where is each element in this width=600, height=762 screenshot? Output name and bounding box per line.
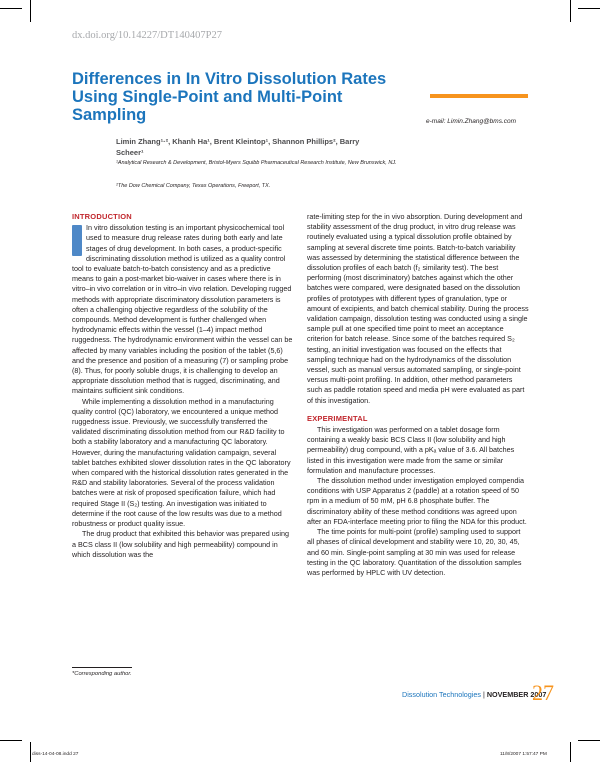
affiliation-1: ¹Analytical Research & Development, Bristol-Myers Squibb Pharmaceutical Research Institute, New Brunswick, NJ. — [116, 160, 397, 166]
accent-bar — [430, 94, 528, 98]
right-column — [307, 212, 529, 578]
crop-mark — [0, 8, 22, 9]
experimental-heading: EXPERIMENTAL — [307, 413, 368, 423]
crop-mark — [578, 8, 600, 9]
doi[interactable]: dx.doi.org/10.14227/DT140407P27 — [72, 30, 223, 41]
journal-name: Dissolution Technologies — [402, 690, 481, 699]
crop-mark — [578, 740, 600, 741]
experimental-paragraph: The time points for multi-point (profile) sampling used to support all phases of clinical development and stability were 10, 20, 30, 45, and 60 min. Single-point sampling at 30 min was used for release testing in the QC laboratory. Quantitation of the dissolution samples was performed by HPLC with UV detection. — [307, 527, 522, 577]
crop-mark — [0, 740, 22, 741]
title-line: Using Single-Point and Multi-Point — [72, 88, 343, 106]
left-column — [72, 212, 294, 560]
title-line: Sampling — [72, 106, 147, 124]
print-slug-timestamp: 11/8/2007 1:57:47 PM — [500, 752, 547, 757]
crop-mark — [30, 0, 31, 22]
issue-date: NOVEMBER 2007 — [486, 690, 547, 699]
experimental-paragraph: This investigation was performed on a tablet dosage form containing a weakly basic BCS Class II (low solubility and high permeability) drug compound, with a pKₐ value of 3.6. All batches listed in this investigation were made from the same or similar formulation and manufacture processes. — [307, 425, 515, 475]
title-line: Differences in In Vitro Dissolution Rates — [72, 70, 387, 88]
intro-continued-paragraph: rate-limiting step for the in vivo absorption. During development and stability assessment of the drug product, in vitro drug release was routinely evaluated using a typical dissolution profile obtained by sampling at several discrete time points. Batch-to-batch variability was assessed by determining the statistical difference between the dissolution profiles of each batch (f₂ similarity test). The best performing (most discriminatory) batches against which the other batches were compared, were designated based on the dissolution profiles of prototypes with different types of granulation, type or amount of excipients, and batch chemical stability. During the process validation campaign, dissolution testing was conducted using a single sample pull at one specified time point to meet an acceptance criterion for batch release. Since some of the batches required S₂ testing, an initial investigation was focused on the effects that sampling technique had on the hydrodynamics of the dissolution vessel, such as manual versus automated sampling, or single-point versus multi-point profiling. In addition, other method parameters such as paddle rotation speed and media pH were evaluated as part of this investigation. — [307, 212, 529, 405]
intro-paragraph: In vitro dissolution testing is an important physicochemical tool used to measure drug release rates during both early and late stages of drug development. In both cases, a product-specific discriminating dissolution method is utilized as a quality control tool to evaluate batch-to-batch consistency and as a predictive means to gain a post-market bio-waiver in cases where there is in vitro–in vivo correlation or in vitro–in vivo relation. Developing rugged methods with appropriate discriminatory dissolution parameters is often a challenging objective regardless of the solubility of the compounds. Method development is further challenged when hydrodynamic effects within the vessel (1–4) impact method ruggedness. The hydrodynamic environment within the vessel can be affected by many variables including the position of the tablet (5,6) and the presence and position of a measuring (7) or sampling probe (8). Thus, for poorly soluble drugs, it is challenging to develop an appropriate dissolution method that is rugged, discriminating, and maintains sufficient sink conditions. — [72, 223, 293, 396]
footnote: *Corresponding author. — [72, 671, 132, 677]
footer-separator: | — [482, 690, 487, 699]
affiliation-2: ²The Dow Chemical Company, Texas Operations, Freeport, TX. — [116, 183, 271, 189]
introduction-heading: INTRODUCTION — [72, 212, 132, 221]
drop-cap — [72, 225, 82, 256]
print-slug-file: diss-14-04-08.indd 27 — [32, 752, 79, 757]
experimental-paragraph: The dissolution method under investigation employed compendia conditions with USP Apparatus 2 (paddle) at a rotation speed of 50 rpm in a medium of 50 mM, pH 6.8 phosphate buffer. The discriminatory ability of these method conditions was agreed upon after an FDA-interface meeting prior to filing the NDA for this product. — [307, 476, 527, 526]
crop-mark — [30, 742, 31, 762]
crop-mark — [570, 742, 571, 762]
article-title — [72, 70, 432, 124]
author-list: Limin Zhang¹·², Khanh Ha¹, Brent Kleintop¹, Shannon Phillips², Barry Scheer¹ — [116, 137, 360, 157]
page-number: 27 — [532, 680, 554, 705]
footnote-rule — [72, 667, 132, 668]
journal-footer — [402, 690, 546, 699]
author-email[interactable]: e-mail: Limin.Zhang@bms.com — [426, 118, 517, 125]
intro-paragraph: The drug product that exhibited this behavior was prepared using a BCS class II (low solubility and high permeability) compound in which dissolution was the — [72, 529, 289, 559]
intro-paragraph: While implementing a dissolution method in a manufacturing quality control (QC) laboratory, we encountered a unique method ruggedness issue. Previously, we successfully transferred the validated discriminating dissolution method from our R&D facility to both a stability laboratory and a manufacturing QC laboratory. However, during the manufacturing validation campaign, several tablet batches exhibited slower dissolution rates in the QC laboratory when compared with the historical dissolution rates generated in the R&D and stability laboratories. Several of the process validation batches were at risk of proposed specification failure, which had required Stage II (S₂) testing. An investigation was initiated to determine if the root cause of the low results was due to a method robustness or product quality issue. — [72, 396, 291, 529]
crop-mark — [570, 0, 571, 22]
